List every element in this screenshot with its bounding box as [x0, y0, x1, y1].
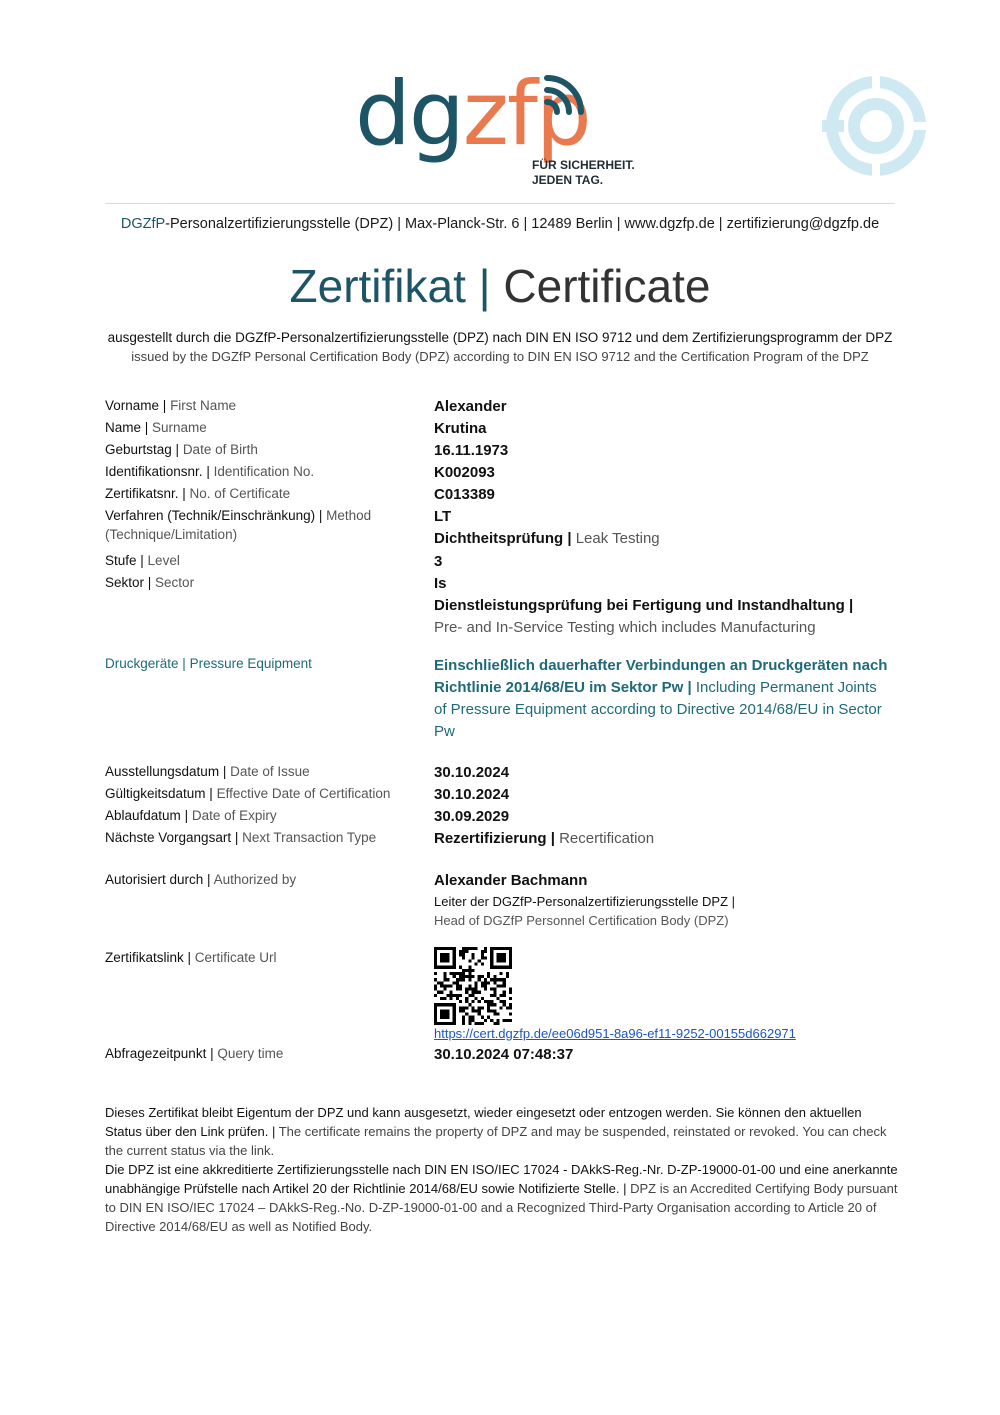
pressure-equipment-value: Einschließlich dauerhafter Verbindungen an Druckgeräten nach Richtlinie 2014/68/EU im Sektor Pw | Including Permanent Joints of Pressure Equipment according to Directive 2014/68/EU in Sector Pw: [434, 657, 888, 740]
authorized-role: Leiter der DGZfP-Personalzertifizierungsstelle DPZ | Head of DGZfP Personnel Certification Body (DPZ): [434, 894, 736, 928]
expiry-date-value: 30.09.2029: [434, 808, 510, 825]
authorized-name: Alexander Bachmann: [434, 872, 588, 889]
logo-slogan: FÜR SICHERHEIT. JEDEN TAG.: [532, 158, 635, 187]
header-divider: [105, 203, 895, 204]
dgzfp-logo: [355, 62, 655, 190]
page-title: Zertifikat | Certificate: [289, 260, 711, 312]
surname-label: Name | Surname: [105, 420, 207, 435]
footer-notice: [105, 1103, 900, 1236]
issued-by-en: issued by the DGZfP Personal Certification Body (DPZ) according to DIN EN ISO 9712 and the Certification Program of the DPZ: [131, 349, 869, 364]
level-value: 3: [434, 553, 443, 570]
effective-date-label: Gültigkeitsdatum | Effective Date of Certification: [105, 786, 391, 801]
first-name-value: Alexander: [434, 398, 507, 415]
query-time-value: 30.10.2024 07:48:37: [434, 1046, 574, 1063]
method-value: LT Dichtheitsprüfung | Leak Testing: [434, 508, 660, 547]
next-transaction-value: Rezertifizierung | Recertification: [434, 830, 655, 847]
sector-value: Is Dienstleistungsprüfung bei Fertigung und Instandhaltung | Pre- and In-Service Testing which includes Manufacturing: [434, 575, 854, 636]
dob-label: Geburtstag | Date of Birth: [105, 442, 258, 457]
qr-code[interactable]: [434, 947, 512, 1025]
organization-address-line: DGZfP-Personalzertifizierungsstelle (DPZ) | Max-Planck-Str. 6 | 12489 Berlin | www.dgzfp.de | zertifizierung@dgzfp.de: [120, 216, 880, 232]
effective-date-value: 30.10.2024: [434, 786, 510, 803]
footer-status-paragraph: Dieses Zertifikat bleibt Eigentum der DPZ und kann ausgesetzt, wieder eingesetzt oder entzogen werden. Sie können den aktuellen Status über den Link prüfen. | The certificate remains the property of DPZ and may be suspended, reinstated or revoked. You can check the current status via the link.: [105, 1105, 887, 1158]
first-name-label: Vorname | First Name: [105, 398, 237, 413]
query-time-label: Abfragezeitpunkt | Query time: [105, 1046, 284, 1061]
issue-date-label: Ausstellungsdatum | Date of Issue: [105, 764, 310, 779]
certificate-link[interactable]: https://cert.dgzfp.de/ee06d951-8a96-ef11-9252-00155d662971: [434, 1026, 796, 1041]
issued-by-de: ausgestellt durch die DGZfP-Personalzertifizierungsstelle (DPZ) nach DIN EN ISO 9712 und dem Zertifizierungsprogramm der DPZ: [107, 330, 893, 345]
pressure-equipment-label: Druckgeräte | Pressure Equipment: [105, 656, 312, 671]
surname-value: Krutina: [434, 420, 487, 437]
dob-value: 16.11.1973: [434, 442, 509, 459]
cert-no-value: C013389: [434, 486, 495, 503]
logo-wordmark: dgzfp: [355, 62, 590, 165]
issue-date-value: 30.10.2024: [434, 764, 510, 781]
cert-url-label: Zertifikatslink | Certificate Url: [105, 950, 277, 965]
authorized-label: Autorisiert durch | Authorized by: [105, 872, 297, 887]
method-label: Verfahren (Technik/Einschränkung) | Method (Technique/Limitation): [105, 508, 372, 542]
id-no-value: K002093: [434, 464, 495, 481]
id-no-label: Identifikationsnr. | Identification No.: [105, 464, 315, 479]
level-label: Stufe | Level: [105, 553, 180, 568]
target-emblem-icon: [822, 72, 930, 180]
expiry-date-label: Ablaufdatum | Date of Expiry: [105, 808, 277, 823]
next-transaction-label: Nächste Vorgangsart | Next Transaction Type: [105, 830, 377, 845]
footer-accreditation-paragraph: Die DPZ ist eine akkreditierte Zertifizierungsstelle nach DIN EN ISO/IEC 17024 - DAkkS-Reg.-Nr. D-ZP-19000-01-00 und eine anerkannte unabhängige Prüfstelle nach Artikel 20 der Richtlinie 2014/68/EU sowie Notifizierte Stelle. | DPZ is an Accredited Certifying Body pursuant to DIN EN ISO/IEC 17024 – DAkkS-Reg.-No. D-ZP-19000-01-00 and a Recognized Third-Party Organisation according to Article 20 of Directive 2014/68/EU as well as Notified Body.: [105, 1162, 898, 1234]
sector-label: Sektor | Sector: [105, 575, 195, 590]
signal-waves-icon: [505, 72, 595, 142]
cert-no-label: Zertifikatsnr. | No. of Certificate: [105, 486, 291, 501]
